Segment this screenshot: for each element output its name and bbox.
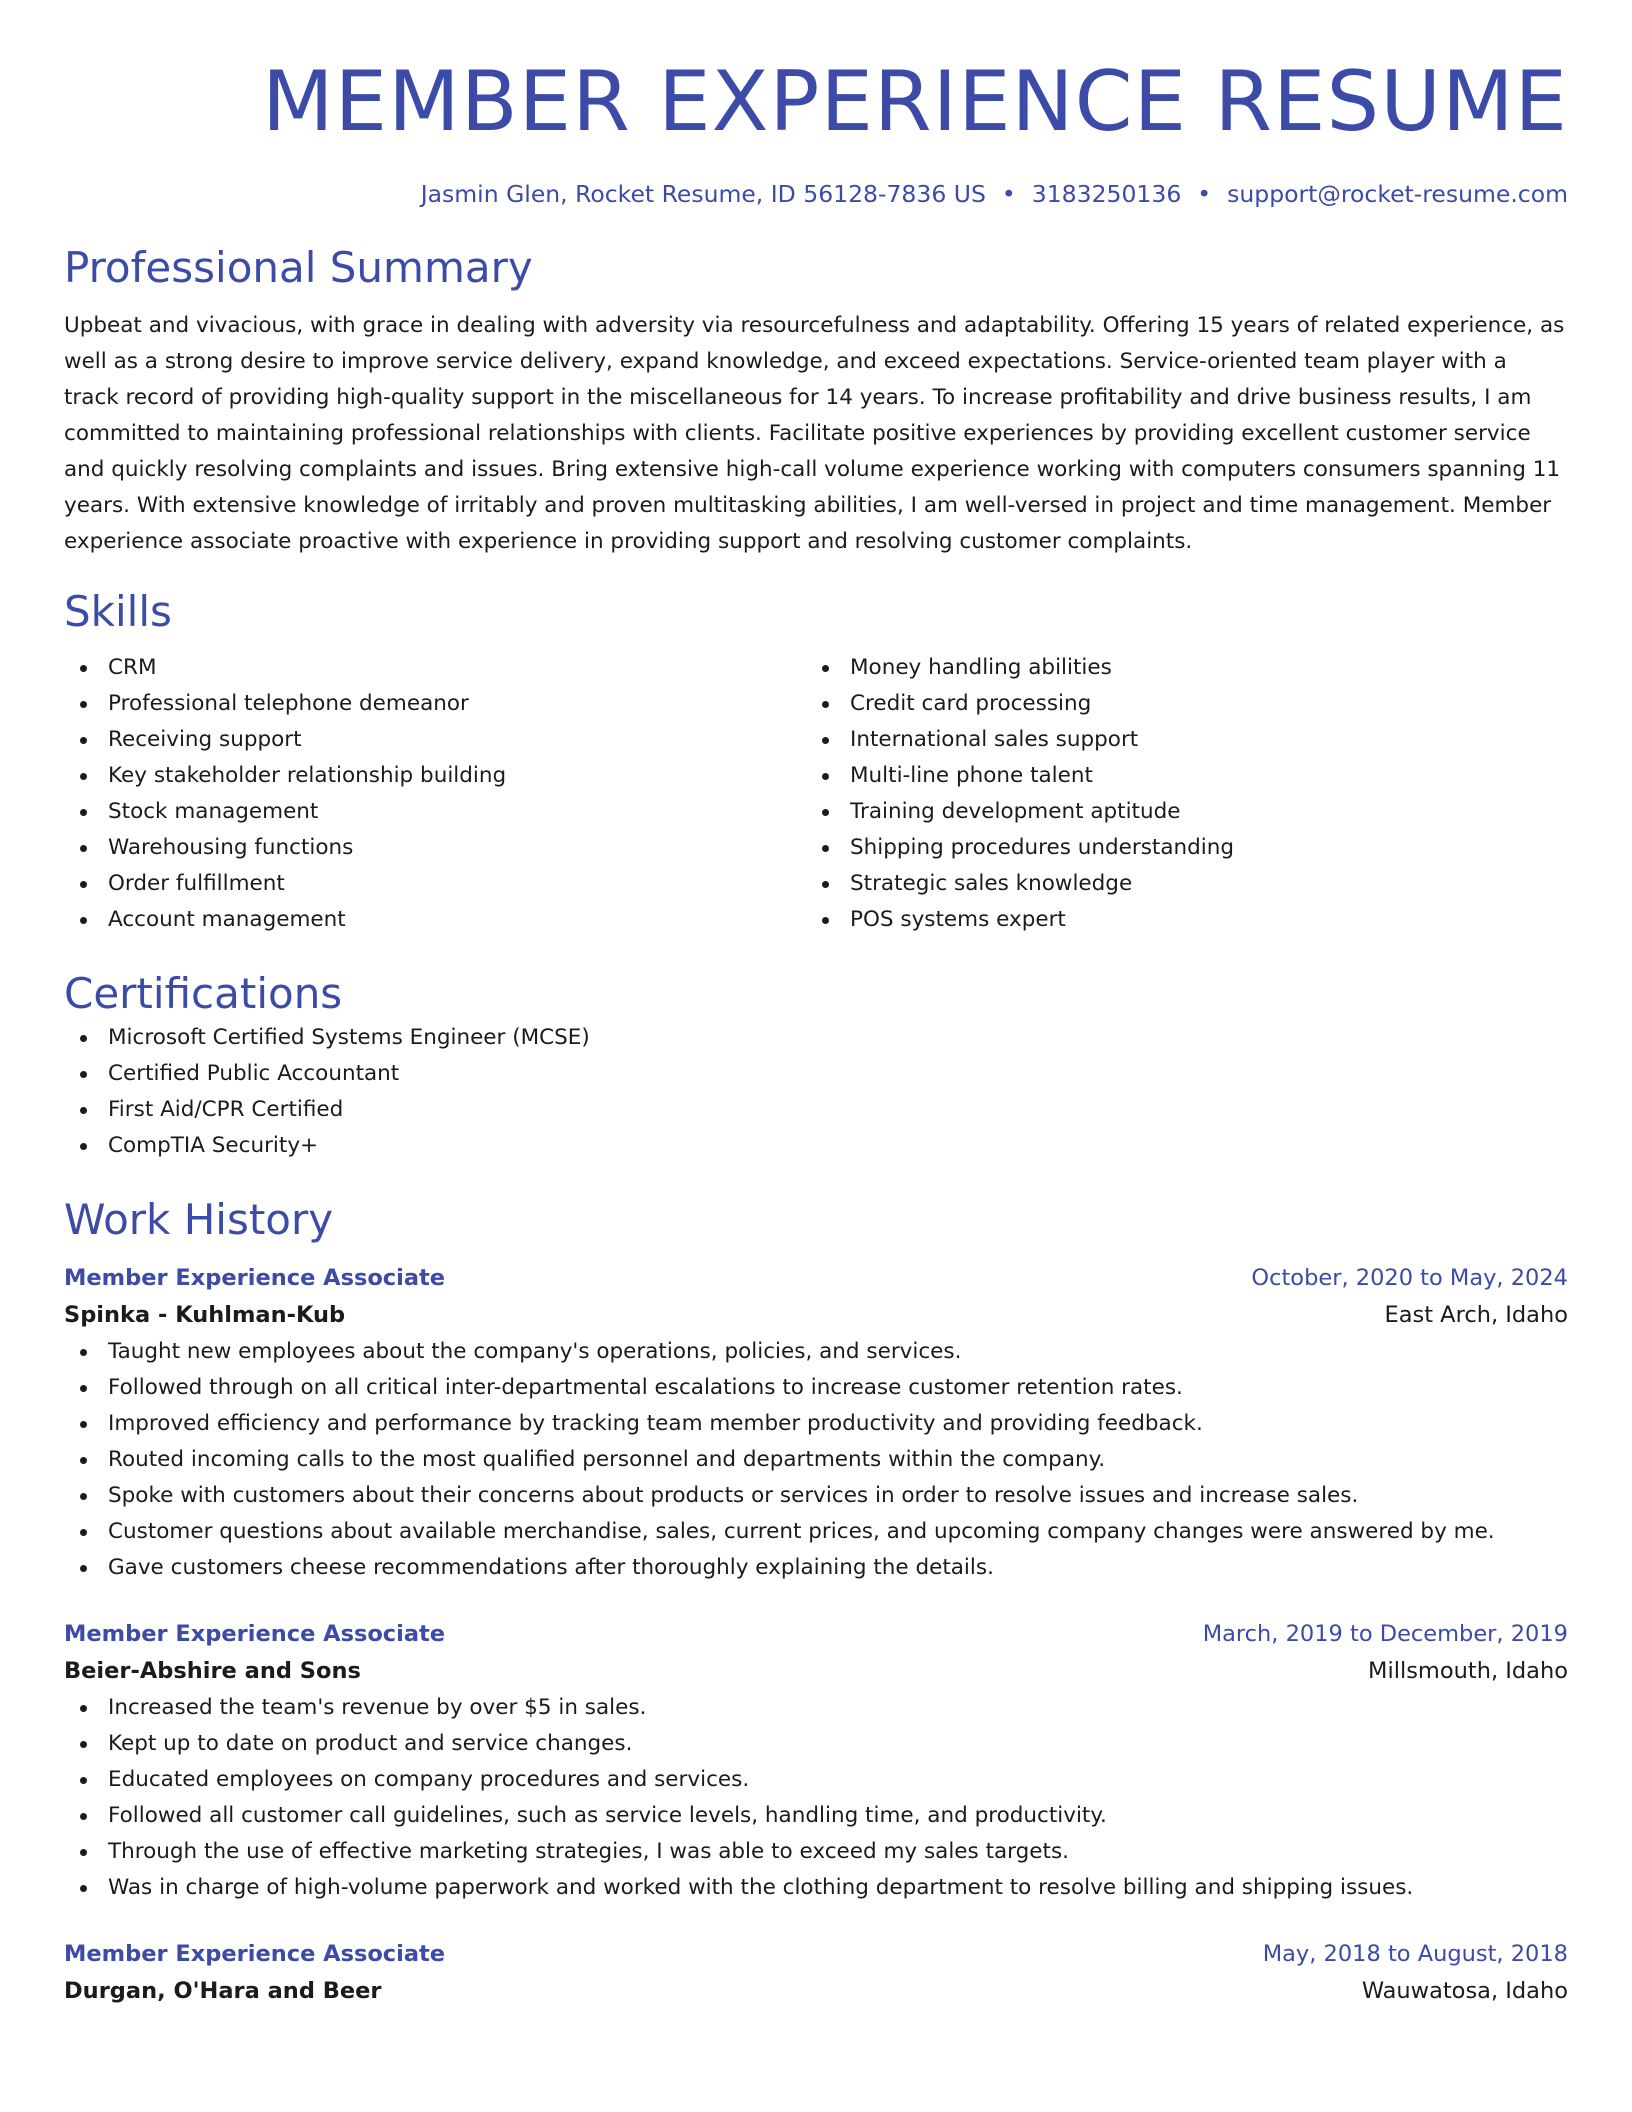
job-duties-list bbox=[64, 1334, 1568, 1586]
contact-separator: • bbox=[1001, 180, 1016, 208]
job-location: Wauwatosa, Idaho bbox=[1361, 1978, 1568, 2004]
job-duty-item: Spoke with customers about their concerns about products or services in order to resolve issues and increase sales. bbox=[64, 1478, 1568, 1514]
skill-item: Credit card processing bbox=[806, 686, 1548, 722]
skills-column-left bbox=[64, 650, 806, 938]
resume-page bbox=[64, 0, 1568, 2010]
job-header-row bbox=[64, 1260, 1568, 1296]
skill-item: Order fulfillment bbox=[64, 866, 806, 902]
job-duty-item: Was in charge of high-volume paperwork and worked with the clothing department to resolve billing and shipping issues. bbox=[64, 1870, 1568, 1906]
job-duty-item: Kept up to date on product and service changes. bbox=[64, 1726, 1568, 1762]
job-company-row bbox=[64, 1972, 1568, 2010]
job-location: Millsmouth, Idaho bbox=[1368, 1658, 1568, 1684]
certification-item: CompTIA Security+ bbox=[64, 1128, 1568, 1164]
skills-column-right bbox=[806, 650, 1548, 938]
skill-item: International sales support bbox=[806, 722, 1548, 758]
contact-line bbox=[64, 178, 1568, 210]
job-duty-item: Increased the team's revenue by over $5 in sales. bbox=[64, 1690, 1568, 1726]
job-duty-item: Routed incoming calls to the most qualified personnel and departments within the company. bbox=[64, 1442, 1568, 1478]
certifications-heading: Certifications bbox=[64, 969, 343, 1018]
job-dates: October, 2020 to May, 2024 bbox=[1251, 1265, 1568, 1291]
skill-item: Stock management bbox=[64, 794, 806, 830]
job-location: East Arch, Idaho bbox=[1384, 1302, 1568, 1328]
job-entry bbox=[64, 1616, 1568, 1906]
certification-item: Certified Public Accountant bbox=[64, 1056, 1568, 1092]
job-entry bbox=[64, 1260, 1568, 1586]
job-duty-item: Educated employees on company procedures and services. bbox=[64, 1762, 1568, 1798]
job-entry bbox=[64, 1936, 1568, 2010]
summary-heading: Professional Summary bbox=[64, 243, 533, 292]
job-duty-item: Gave customers cheese recommendations after thoroughly explaining the details. bbox=[64, 1550, 1568, 1586]
skills-list bbox=[64, 650, 1568, 938]
job-title: Member Experience Associate bbox=[64, 1941, 446, 1967]
job-dates: March, 2019 to December, 2019 bbox=[1202, 1621, 1568, 1647]
job-company-row bbox=[64, 1652, 1568, 1690]
skill-item: Receiving support bbox=[64, 722, 806, 758]
certification-item: Microsoft Certified Systems Engineer (MCSE) bbox=[64, 1020, 1568, 1056]
skill-item: Professional telephone demeanor bbox=[64, 686, 806, 722]
contact-email: support@rocket-resume.com bbox=[1227, 180, 1568, 208]
certification-item: First Aid/CPR Certified bbox=[64, 1092, 1568, 1128]
work-history-heading: Work History bbox=[64, 1195, 334, 1244]
job-header-row bbox=[64, 1936, 1568, 1972]
summary-text: Upbeat and vivacious, with grace in dealing with adversity via resourcefulness and adaptability. Offering 15 years of related experience, as well as a strong desire to improve service delivery, expand knowledge, and exceed expectations. Service-oriented team player with a track record of providing high-quality support in the miscellaneous for 14 years. To increase profitability and drive business results, I am committed to maintaining professional relationships with clients. Facilitate positive experiences by providing excellent customer service and quickly resolving complaints and issues. Bring extensive high-call volume experience working with computers consumers spanning 11 years. With extensive knowledge of irritably and proven multitasking abilities, I am well-versed in project and time management. Member experience associate proactive with experience in providing support and resolving customer complaints. bbox=[64, 313, 1565, 554]
job-company: Spinka - Kuhlman-Kub bbox=[64, 1302, 346, 1328]
job-duty-item: Followed all customer call guidelines, such as service levels, handling time, and productivity. bbox=[64, 1798, 1568, 1834]
job-title: Member Experience Associate bbox=[64, 1265, 446, 1291]
skill-item: Warehousing functions bbox=[64, 830, 806, 866]
contact-address: Jasmin Glen, Rocket Resume, ID 56128-7836 US bbox=[420, 180, 986, 208]
certifications-list bbox=[64, 1020, 1568, 1164]
resume-title: MEMBER EXPERIENCE RESUME bbox=[262, 53, 1568, 150]
job-duty-item: Through the use of effective marketing strategies, I was able to exceed my sales targets. bbox=[64, 1834, 1568, 1870]
skills-heading: Skills bbox=[64, 587, 172, 636]
job-company: Durgan, O'Hara and Beer bbox=[64, 1978, 382, 2004]
job-duties-list bbox=[64, 1690, 1568, 1906]
skill-item: Strategic sales knowledge bbox=[806, 866, 1548, 902]
skill-item: POS systems expert bbox=[806, 902, 1548, 938]
skill-item: Account management bbox=[64, 902, 806, 938]
job-dates: May, 2018 to August, 2018 bbox=[1262, 1941, 1568, 1967]
contact-phone: 3183250136 bbox=[1031, 180, 1182, 208]
job-duty-item: Customer questions about available merchandise, sales, current prices, and upcoming company changes were answered by me. bbox=[64, 1514, 1568, 1550]
job-company-row bbox=[64, 1296, 1568, 1334]
job-duty-item: Improved efficiency and performance by tracking team member productivity and providing feedback. bbox=[64, 1406, 1568, 1442]
skill-item: Multi-line phone talent bbox=[806, 758, 1548, 794]
skill-item: Training development aptitude bbox=[806, 794, 1548, 830]
job-duty-item: Followed through on all critical inter-departmental escalations to increase customer retention rates. bbox=[64, 1370, 1568, 1406]
skill-item: CRM bbox=[64, 650, 806, 686]
job-duty-item: Taught new employees about the company's operations, policies, and services. bbox=[64, 1334, 1568, 1370]
job-title: Member Experience Associate bbox=[64, 1621, 446, 1647]
job-company: Beier-Abshire and Sons bbox=[64, 1658, 361, 1684]
contact-separator: • bbox=[1197, 180, 1212, 208]
job-header-row bbox=[64, 1616, 1568, 1652]
skill-item: Shipping procedures understanding bbox=[806, 830, 1548, 866]
skill-item: Key stakeholder relationship building bbox=[64, 758, 806, 794]
skill-item: Money handling abilities bbox=[806, 650, 1548, 686]
